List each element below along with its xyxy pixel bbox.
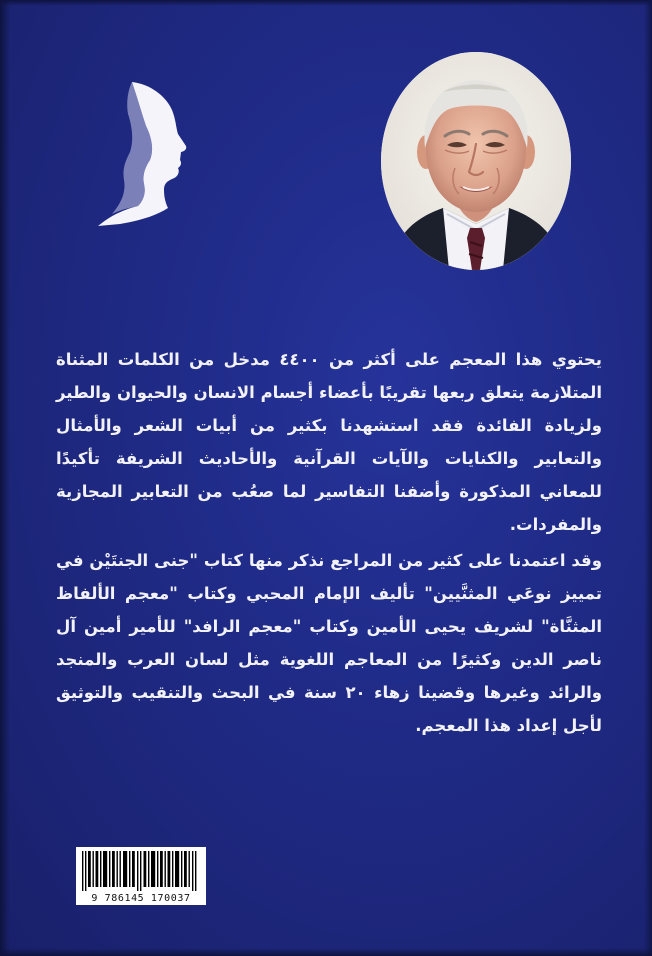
cover-edge-left [0, 0, 10, 956]
two-faces-profile-logo-icon [92, 80, 192, 230]
cover-edge-top [0, 0, 652, 6]
blurb-text [56, 343, 602, 742]
blurb-paragraph-1: يحتوي هذا المعجم على أكثر من ٤٤٠٠ مدخل من الكلمات المثناة المتلازمة يتعلق ربعها تقريبًا بأعضاء أجسام الانسان والحيوان والطير ولزيادة الفائدة فقد استشهدنا بكثير من أبيات الشعر والأمثال والتعابير والكنايات والآيات القرآنية والأحاديث الشريفة تأكيدًا للمعاني المذكورة وأضفنا التفاسير لما صعُب من التعابير المجازية والمفردات. [56, 350, 602, 534]
author-portrait [381, 52, 571, 270]
blurb-paragraph-2: وقد اعتمدنا على كثير من المراجع نذكر منها كتاب "جنى الجنتَيْن في تمييز نوعَي المثنَّيين" تأليف الإمام المحبي وكتاب "معجم الألفاظ المثنَّاة" لشريف يحيى الأمين وكتاب "معجم الرافد" للأمير أمين آل ناصر الدين وكثيرًا من المعاجم اللغوية مثل لسان العرب والمنجد والرائد وغيرها وقضينا زهاء ٢٠ سنة في البحث والتنقيب والتوثيق لأجل إعداد هذا المعجم. [56, 551, 602, 735]
barcode-number: 9 786145 170037 [91, 893, 191, 904]
cover-edge-right [644, 0, 652, 956]
cover-edge-bottom [0, 948, 652, 956]
barcode-bars [80, 851, 202, 891]
isbn-barcode [76, 847, 206, 905]
